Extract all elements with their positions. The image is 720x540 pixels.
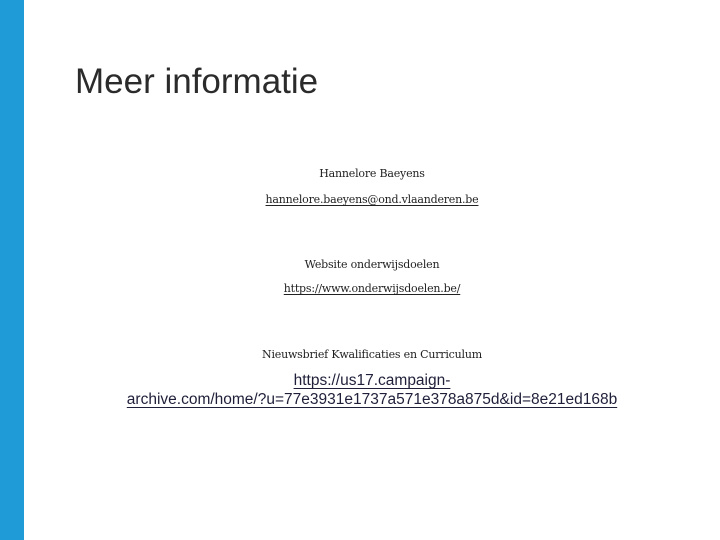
website-label: Website onderwijsdoelen xyxy=(304,258,440,271)
contact-email-link[interactable]: hannelore.baeyens@ond.vlaanderen.be xyxy=(265,193,479,206)
newsletter-url-line1[interactable]: https://us17.campaign- xyxy=(293,372,451,389)
newsletter-url-line2[interactable]: archive.com/home/?u=77e3931e1737a571e378a875d&id=8e21ed168b xyxy=(126,391,618,408)
slide-title: Meer informatie xyxy=(75,62,319,101)
website-url-link[interactable]: https://www.onderwijsdoelen.be/ xyxy=(283,282,461,295)
newsletter-label: Nieuwsbrief Kwalificaties en Curriculum xyxy=(262,348,482,361)
website-url-row xyxy=(24,282,720,295)
contact-email-row xyxy=(24,193,720,206)
contact-name: Hannelore Baeyens xyxy=(319,167,425,180)
